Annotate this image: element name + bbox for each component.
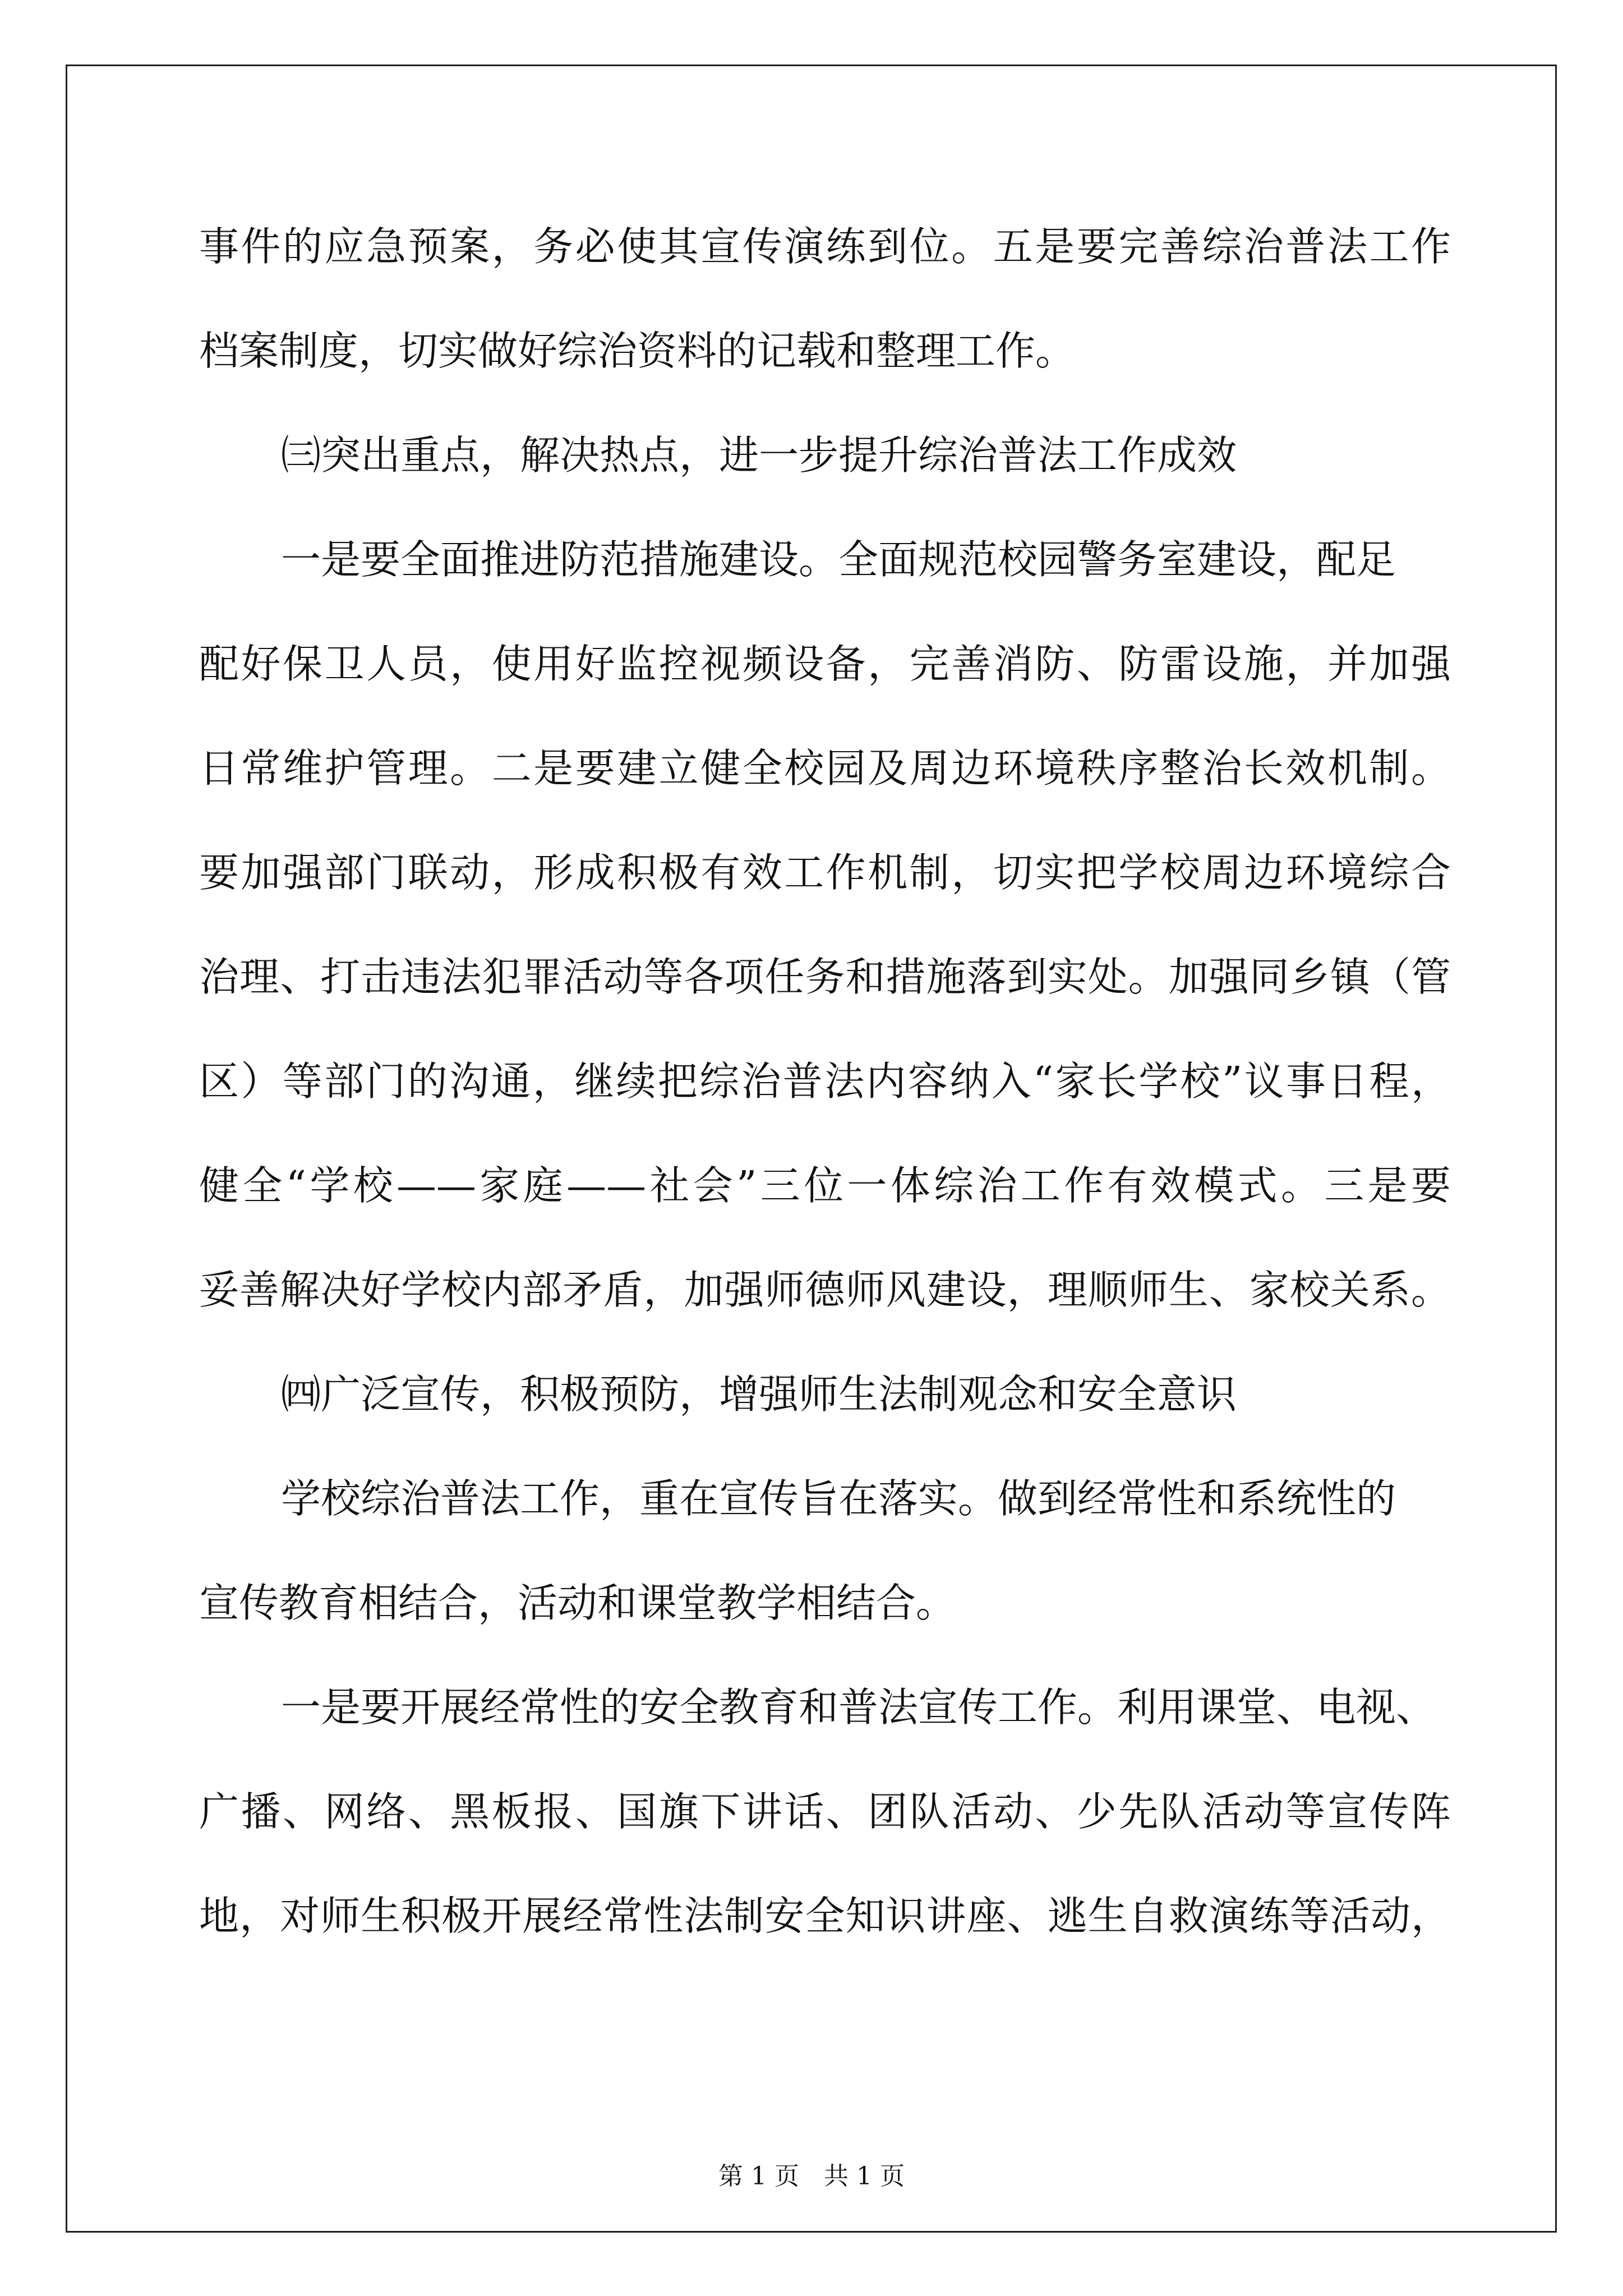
paragraph-line: 健全“学校——家庭——社会”三位一体综治工作有效模式。三是要	[199, 1162, 1451, 1209]
page-number: 第 1 页 共 1 页	[718, 2162, 905, 2191]
paragraph-line: 治理、打击违法犯罪活动等各项任务和措施落到实处。加强同乡镇（管	[199, 954, 1451, 1000]
paragraph-line: 要加强部门联动，形成积极有效工作机制，切实把学校周边环境综合	[199, 849, 1451, 896]
paragraph-line: 宣传教育相结合，活动和课堂教学相结合。	[199, 1580, 956, 1626]
paragraph-line: 妥善解决好学校内部矛盾，加强师德师风建设，理顺师生、家校关系。	[199, 1267, 1451, 1313]
paragraph-line: 区）等部门的沟通，继续把综治普法内容纳入“家长学校”议事日程，	[199, 1058, 1451, 1105]
paragraph-line: 学校综治普法工作，重在宣传旨在落实。做到经常性和系统性的	[281, 1475, 1396, 1522]
paragraph-line: 一是要全面推进防范措施建设。全面规范校园警务室建设，配足	[281, 536, 1396, 583]
paragraph-line: 广播、网络、黑板报、国旗下讲话、团队活动、少先队活动等宣传阵	[199, 1788, 1451, 1835]
paragraph-line: 配好保卫人员，使用好监控视频设备，完善消防、防雷设施，并加强	[199, 641, 1451, 687]
section-heading: ㈣广泛宣传，积极预防，增强师生法制观念和安全意识	[281, 1371, 1237, 1418]
paragraph-line: 事件的应急预案，务必使其宣传演练到位。五是要完善综治普法工作	[199, 223, 1451, 270]
paragraph-line: 地，对师生积极开展经常性法制安全知识讲座、逃生自救演练等活动，	[199, 1893, 1451, 1939]
paragraph-line: 档案制度，切实做好综治资料的记载和整理工作。	[199, 328, 1076, 374]
document-body	[199, 216, 1451, 1990]
section-heading: ㈢突出重点，解决热点，进一步提升综治普法工作成效	[281, 432, 1237, 478]
paragraph-line: 日常维护管理。二是要建立健全校园及周边环境秩序整治长效机制。	[199, 745, 1451, 792]
paragraph-line: 一是要开展经常性的安全教育和普法宣传工作。利用课堂、电视、	[281, 1684, 1436, 1731]
